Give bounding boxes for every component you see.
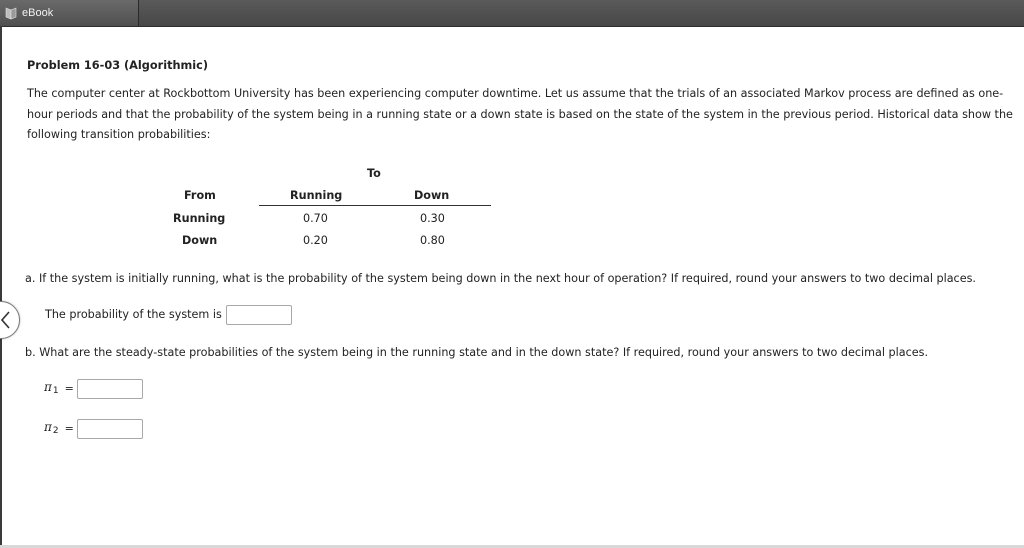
cell-running-running: 0.70 [303, 212, 328, 225]
ebook-tab[interactable] [0, 0, 139, 26]
part-a-question: a. If the system is initially running, what is the probability of the system being down in the next hour of operation? If required, round your answers to two decimal places. [25, 272, 976, 285]
probability-down-input[interactable] [226, 305, 292, 325]
chevron-left-icon [1, 311, 11, 329]
part-a-answer-row [45, 305, 292, 325]
column-header-running: Running [290, 189, 343, 202]
pi2-row [44, 417, 143, 441]
column-header-down: Down [414, 189, 450, 202]
pi1-equals: = [64, 382, 74, 395]
problem-intro: The computer center at Rockbottom University has been experiencing computer downtime. Let us assume that the trials of an associated Markov process are defined as one-hour periods and that the probability of the system being in a running state or a down state is based on the state of the system in the previous period. Historical data show the following transition probabilities: [27, 87, 1013, 141]
part-a-answer-label: The probability of the system is [45, 308, 222, 321]
previous-button[interactable] [0, 301, 20, 339]
from-header: From [184, 189, 216, 202]
pi2-symbol: π2 [44, 420, 59, 436]
book-icon [5, 7, 17, 20]
pi2-input[interactable] [77, 419, 143, 439]
transition-table [27, 164, 627, 254]
top-toolbar [0, 0, 1024, 27]
pi1-row [44, 377, 143, 401]
table-header-rule [259, 205, 491, 206]
pi2-equals: = [64, 422, 74, 435]
part-b-question: b. What are the steady-state probabilities of the system being in the running state and in the down state? If required, round your answers to two decimal places. [25, 346, 929, 359]
problem-title: Problem 16-03 (Algorithmic) [27, 59, 209, 72]
row-label-down: Down [182, 234, 218, 247]
cell-down-running: 0.20 [303, 234, 328, 247]
pi1-input[interactable] [77, 379, 143, 399]
to-header: To [367, 167, 381, 180]
ebook-tab-label: eBook [22, 7, 54, 19]
row-label-running: Running [173, 212, 226, 225]
cell-running-down: 0.30 [420, 212, 445, 225]
pi1-symbol: π1 [44, 380, 59, 396]
left-frame-border [0, 26, 2, 548]
cell-down-down: 0.80 [420, 234, 445, 247]
